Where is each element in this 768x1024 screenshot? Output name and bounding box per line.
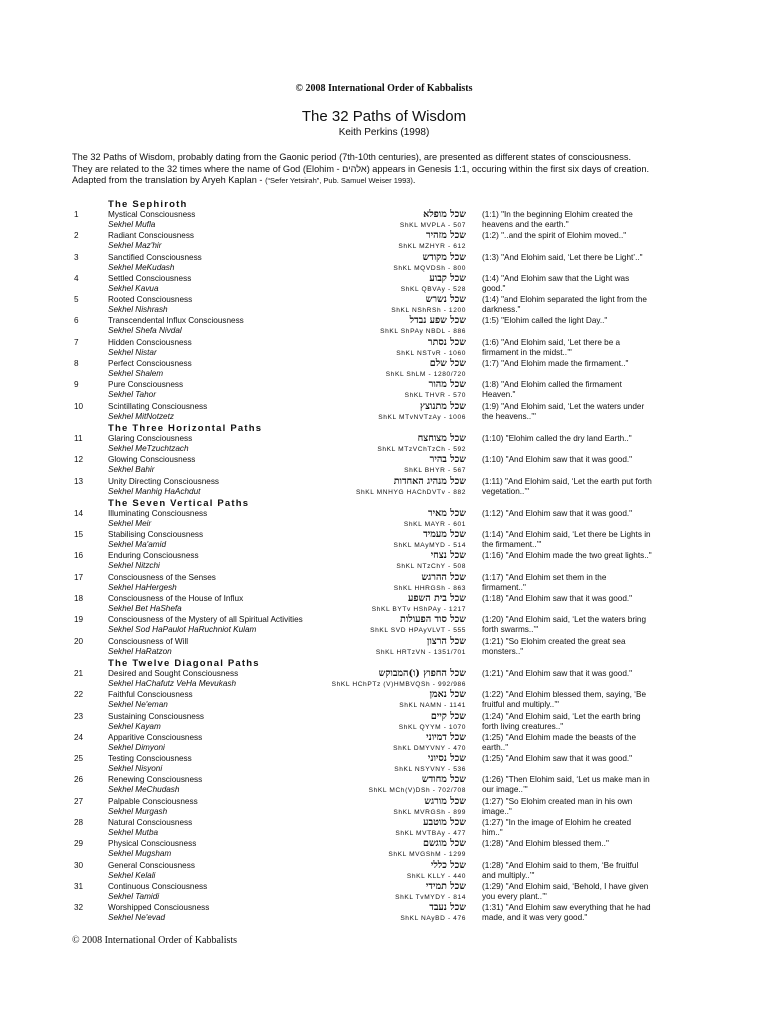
path-english-name: Glowing Consciousness <box>108 455 196 465</box>
path-sekhel-name: Sekhel Meir <box>108 518 152 528</box>
path-genesis-reference: (1:25) "And Elohim made the beasts of the earth.." <box>482 732 637 752</box>
path-number: 32 <box>74 903 84 913</box>
path-row <box>0 669 768 690</box>
path-transliteration: ShKL DMYVNY - 470 <box>393 744 466 752</box>
path-genesis-reference: (1:11) "And Elohim said, ‘Let the earth put forth vegetation..’" <box>482 476 652 496</box>
path-row <box>0 434 768 455</box>
path-genesis-reference: (1:21) "So Elohim created the great sea monsters.." <box>482 636 626 656</box>
path-sekhel-name: Sekhel Nisyoni <box>108 764 163 774</box>
path-transliteration: ShKL MQVDSh - 800 <box>393 264 466 272</box>
path-sekhel-name: Sekhel MitNotzetz <box>108 411 174 421</box>
path-english-name: Perfect Consciousness <box>108 359 192 369</box>
path-hebrew-name: שכל מאיר <box>427 507 466 519</box>
path-row <box>0 509 768 530</box>
path-transliteration: ShKL HRTzVN - 1351/701 <box>375 648 466 656</box>
path-hebrew-name: שכל בית השפע <box>407 593 466 605</box>
path-sekhel-name: Sekhel MeTzuchtzach <box>108 443 189 453</box>
path-transliteration: ShKL NAMN - 1141 <box>399 702 466 710</box>
path-transliteration: ShKL HChPTz (V)HMBVQSh - 992/986 <box>331 680 466 688</box>
path-english-name: Pure Consciousness <box>108 380 184 390</box>
path-english-name: Consciousness of the Senses <box>108 572 216 582</box>
path-english-name: Natural Consciousness <box>108 818 193 828</box>
path-number: 11 <box>74 433 83 443</box>
path-transliteration: ShKL NSTvR - 1060 <box>396 349 466 357</box>
path-sekhel-name: Sekhel MeKudash <box>108 262 175 272</box>
path-english-name: Hidden Consciousness <box>108 337 192 347</box>
path-hebrew-name: שכל נאמן <box>429 689 466 701</box>
path-genesis-reference: (1:9) "And Elohim said, ‘Let the waters under the heavens..’" <box>482 401 645 421</box>
path-english-name: Continuous Consciousness <box>108 881 208 891</box>
path-hebrew-name: שכל הרצון <box>426 635 466 647</box>
path-hebrew-name: שכל מוטבע <box>423 817 466 829</box>
path-row <box>0 551 768 572</box>
path-genesis-reference: (1:18) "And Elohim saw that it was good." <box>482 594 633 604</box>
path-number: 3 <box>74 252 79 262</box>
path-genesis-reference: (1:1) "In the beginning Elohim created the heavens and the earth." <box>482 210 633 229</box>
path-english-name: Physical Consciousness <box>108 839 197 849</box>
path-sekhel-name: Sekhel HaRatzon <box>108 646 172 656</box>
path-sekhel-name: Sekhel HaChafutz VeHa Mevukash <box>108 678 237 688</box>
path-hebrew-name: שכל מנהיג האחדות <box>393 475 466 487</box>
path-row <box>0 712 768 733</box>
path-transliteration: ShKL MVGShM - 1299 <box>388 851 466 859</box>
path-english-name: Mystical Consciousness <box>108 210 196 219</box>
path-genesis-reference: (1:10) "And Elohim saw that it was good." <box>482 455 633 465</box>
path-hebrew-name: שכל כללי <box>430 859 466 871</box>
path-row <box>0 839 768 860</box>
path-transliteration: ShKL QYYM - 1070 <box>398 723 466 731</box>
path-number: 7 <box>74 337 79 347</box>
path-number: 19 <box>74 615 84 625</box>
path-sekhel-name: Sekhel Tamidi <box>108 891 160 901</box>
path-row <box>0 733 768 754</box>
path-transliteration: ShKL BYTv HShPAy - 1217 <box>371 606 466 614</box>
path-sekhel-name: Sekhel Nitzchi <box>108 561 160 571</box>
path-transliteration: ShKL NAyBD - 476 <box>400 915 466 923</box>
path-transliteration: ShKL MTvNVTzAy - 1006 <box>378 413 466 421</box>
path-transliteration: ShKL TvMYDY - 814 <box>395 893 466 901</box>
path-number: 5 <box>74 295 79 305</box>
path-row <box>0 274 768 295</box>
path-genesis-reference: (1:24) "And Elohim said, ‘Let the earth bring forth living creatures.." <box>482 711 641 731</box>
path-english-name: Consciousness of Will <box>108 636 189 646</box>
path-transliteration: ShKL NSYVNY - 536 <box>394 766 466 774</box>
path-english-name: Rooted Consciousness <box>108 295 193 305</box>
path-english-name: Apparitive Consciousness <box>108 732 203 742</box>
path-genesis-reference: (1:8) "And Elohim called the firmament Heaven." <box>482 380 622 400</box>
path-genesis-reference: (1:4) "and Elohim separated the light from the darkness." <box>482 295 647 315</box>
path-number: 22 <box>74 690 84 700</box>
path-row <box>0 573 768 594</box>
path-transliteration: ShKL MAyMYD - 514 <box>393 542 466 550</box>
path-number: 24 <box>74 732 84 742</box>
path-number: 8 <box>74 359 79 369</box>
path-number: 31 <box>74 881 84 891</box>
path-row <box>0 380 768 401</box>
path-row <box>0 615 768 636</box>
path-number: 15 <box>74 530 84 540</box>
path-row <box>0 903 768 924</box>
path-genesis-reference: (1:10) "Elohim called the dry land Earth.." <box>482 433 632 443</box>
path-genesis-reference: (1:28) "And Elohim blessed them.." <box>482 839 609 849</box>
path-english-name: Desired and Sought Consciousness <box>108 668 239 678</box>
path-row <box>0 455 768 476</box>
path-hebrew-name: שכל נצחי <box>430 550 466 562</box>
path-number: 14 <box>74 508 84 518</box>
path-sekhel-name: Sekhel Ma'amid <box>108 540 166 550</box>
path-row <box>0 338 768 359</box>
copyright-bottom: © 2008 International Order of Kabbalists <box>72 935 238 946</box>
path-number: 21 <box>74 668 84 678</box>
section-heading <box>0 423 768 434</box>
page-title: The 32 Paths of Wisdom <box>301 108 467 125</box>
path-transliteration: ShKL HHRGSh - 863 <box>393 584 466 592</box>
path-transliteration: ShKL MVTBAy - 477 <box>395 830 466 838</box>
path-english-name: Testing Consciousness <box>108 754 192 764</box>
path-genesis-reference: (1:17) "And Elohim set them in the firmament.." <box>482 572 607 592</box>
path-english-name: Illuminating Consciousness <box>108 508 208 518</box>
path-genesis-reference: (1:14) "And Elohim said, ‘Let there be Lights in the firmament..’" <box>482 530 651 550</box>
path-sekhel-name: Sekhel Shalem <box>108 369 164 379</box>
path-english-name: Scintillating Consciousness <box>108 401 208 411</box>
path-sekhel-name: Sekhel Tahor <box>108 390 156 400</box>
copyright-top: © 2008 International Order of Kabbalists <box>295 83 473 94</box>
path-sekhel-name: Sekhel Dimyoni <box>108 742 165 752</box>
path-number: 1 <box>74 210 79 219</box>
path-english-name: Transcendental Influx Consciousness <box>108 316 244 326</box>
path-english-name: Sanctified Consciousness <box>108 252 202 262</box>
path-number: 23 <box>74 711 84 721</box>
path-hebrew-name: שכל מתנוצץ <box>420 400 466 412</box>
path-transliteration: ShKL MAYR - 601 <box>403 520 466 528</box>
path-number: 26 <box>74 775 84 785</box>
path-row <box>0 253 768 274</box>
path-row <box>0 754 768 775</box>
path-genesis-reference: (1:28) "And Elohim said to them, ‘Be fruitful and multiply..’" <box>482 860 639 880</box>
path-sekhel-name: Sekhel Bahir <box>108 465 155 475</box>
path-genesis-reference: (1:2) "..and the spirit of Elohim moved.." <box>482 231 627 241</box>
path-hebrew-name: שכל מוגשם <box>423 838 466 850</box>
path-hebrew-name: שכל קבוע <box>429 272 466 284</box>
path-english-name: Radiant Consciousness <box>108 231 195 241</box>
intro-citation: (“Sefer Yetsirah”, Pub. Samuel Weiser 1993) <box>265 176 413 185</box>
path-hebrew-name: שכל מזהיר <box>425 230 466 242</box>
path-row <box>0 594 768 615</box>
path-english-name: General Consciousness <box>108 860 195 870</box>
path-genesis-reference: (1:31) "And Elohim saw everything that he had made, and it was very good." <box>482 903 651 923</box>
path-sekhel-name: Sekhel Kayam <box>108 721 161 731</box>
path-genesis-reference: (1:27) "So Elohim created man in his own image.." <box>482 796 633 816</box>
intro-end: . <box>412 175 416 185</box>
path-transliteration: ShKL MCh(V)DSh - 702/708 <box>368 787 466 795</box>
path-number: 29 <box>74 839 84 849</box>
path-row <box>0 775 768 796</box>
path-sekhel-name: Sekhel Kavua <box>108 283 159 293</box>
path-genesis-reference: (1:3) "And Elohim said, ‘Let there be Light’.." <box>482 252 643 262</box>
path-row <box>0 530 768 551</box>
path-sekhel-name: Sekhel Kelali <box>108 870 156 880</box>
path-english-name: Glaring Consciousness <box>108 433 193 443</box>
path-genesis-reference: (1:5) "Elohim called the light Day.." <box>482 316 608 326</box>
path-number: 28 <box>74 818 84 828</box>
path-hebrew-name: שכל ההרגש <box>421 571 466 583</box>
path-genesis-reference: (1:22) "And Elohim blessed them, saying, ‘Be fruitful and multiply..’" <box>482 690 647 710</box>
path-english-name: Faithful Consciousness <box>108 690 193 700</box>
path-hebrew-name: שכל נשרש <box>425 294 466 306</box>
path-genesis-reference: (1:27) "In the image of Elohim he created him.." <box>482 818 631 838</box>
path-hebrew-name: שכל מורגש <box>424 795 466 807</box>
section-heading <box>0 498 768 509</box>
path-row <box>0 882 768 903</box>
section-title: The Twelve Diagonal Paths <box>108 657 260 669</box>
intro-paragraph <box>72 152 652 187</box>
path-transliteration: ShKL ShLM - 1280/720 <box>385 371 466 379</box>
section-title: The Sephiroth <box>108 199 188 210</box>
path-transliteration: ShKL MTzVChTzCh - 592 <box>377 445 466 453</box>
path-transliteration: ShKL SVD HPAyVLVT - 555 <box>370 627 466 635</box>
path-sekhel-name: Sekhel Mutba <box>108 828 159 838</box>
path-sekhel-name: Sekhel MeChudash <box>108 785 180 795</box>
path-row <box>0 231 768 252</box>
path-number: 16 <box>74 551 84 561</box>
path-genesis-reference: (1:7) "And Elohim made the firmament.." <box>482 359 629 369</box>
path-row <box>0 818 768 839</box>
path-sekhel-name: Sekhel Nistar <box>108 347 157 357</box>
path-sekhel-name: Sekhel Mugsham <box>108 849 172 859</box>
path-sekhel-name: Sekhel Murgash <box>108 806 168 816</box>
path-genesis-reference: (1:6) "And Elohim said, ‘Let there be a firmament in the midst..’" <box>482 337 621 357</box>
path-hebrew-name: שכל מופלא <box>423 209 466 220</box>
path-sekhel-name: Sekhel HaHergesh <box>108 582 177 592</box>
path-sekhel-name: Sekhel Mufla <box>108 220 156 229</box>
path-hebrew-name: שכל מצוחצח <box>417 432 466 444</box>
path-english-name: Enduring Consciousness <box>108 551 199 561</box>
path-hebrew-name: שכל בהיר <box>429 454 466 466</box>
path-number: 25 <box>74 754 84 764</box>
path-number: 30 <box>74 860 84 870</box>
path-row <box>0 690 768 711</box>
path-row <box>0 359 768 380</box>
path-genesis-reference: (1:25) "And Elohim saw that it was good." <box>482 754 633 764</box>
path-row <box>0 295 768 316</box>
path-hebrew-name: שכל שפע נבדל <box>409 315 466 327</box>
path-hebrew-name: שכל מקודש <box>422 251 466 263</box>
path-transliteration: ShKL MVPLA - 507 <box>399 222 466 229</box>
path-number: 27 <box>74 796 84 806</box>
path-sekhel-name: Sekhel Shefa Nivdal <box>108 326 182 336</box>
path-english-name: Consciousness of the House of Influx <box>108 594 244 604</box>
path-english-name: Sustaining Consciousness <box>108 711 205 721</box>
path-sekhel-name: Sekhel Manhig HaAchdut <box>108 486 201 496</box>
path-hebrew-name: שכל שלם <box>429 358 466 370</box>
path-english-name: Settled Consciousness <box>108 273 192 283</box>
path-number: 13 <box>74 476 84 486</box>
path-row <box>0 861 768 882</box>
path-sekhel-name: Sekhel Maz'hir <box>108 241 162 251</box>
path-sekhel-name: Sekhel Bet HaShefa <box>108 604 182 614</box>
path-english-name: Unity Directing Consciousness <box>108 476 220 486</box>
section-title: The Three Horizontal Paths <box>108 422 263 434</box>
path-hebrew-name: שכל קיים <box>430 710 466 722</box>
path-genesis-reference: (1:21) "And Elohim saw that it was good." <box>482 668 633 678</box>
path-english-name: Consciousness of the Mystery of all Spiritual Activities <box>108 615 303 625</box>
path-transliteration: ShKL BHYR - 567 <box>404 467 466 475</box>
path-hebrew-name: שכל מהור <box>428 379 466 391</box>
path-number: 4 <box>74 273 79 283</box>
path-hebrew-name: שכל נסיוני <box>427 753 466 765</box>
path-sekhel-name: Sekhel Ne'evad <box>108 913 166 923</box>
path-transliteration: ShKL MVRGSh - 899 <box>393 808 466 816</box>
section-title: The Seven Vertical Paths <box>108 497 250 509</box>
path-number: 18 <box>74 594 84 604</box>
path-hebrew-name: שכל החפוץ (ו)המבוקש <box>378 667 466 679</box>
path-genesis-reference: (1:29) "And Elohim said, ‘Behold, I have given you every plant..’" <box>482 881 649 901</box>
path-row <box>0 477 768 498</box>
path-transliteration: ShKL MNHYG HAChDVTv - 882 <box>355 488 466 496</box>
path-english-name: Renewing Consciousness <box>108 775 203 785</box>
path-number: 6 <box>74 316 79 326</box>
path-transliteration: ShKL MZHYR - 612 <box>398 243 466 251</box>
path-hebrew-name: שכל נסתר <box>427 336 466 348</box>
path-genesis-reference: (1:20) "And Elohim said, ‘Let the waters bring forth swarms..’" <box>482 615 647 635</box>
path-hebrew-name: שכל נעבד <box>429 902 466 914</box>
path-number: 12 <box>74 455 84 465</box>
path-sekhel-name: Sekhel Sod HaPaulot HaRuchniot Kulam <box>108 625 257 635</box>
path-row <box>0 316 768 337</box>
path-number: 10 <box>74 401 84 411</box>
path-sekhel-name: Sekhel Nishrash <box>108 305 168 315</box>
path-row <box>0 797 768 818</box>
path-row <box>0 210 768 231</box>
path-row <box>0 637 768 658</box>
path-sekhel-name: Sekhel Ne'eman <box>108 700 168 710</box>
path-hebrew-name: שכל תמידי <box>425 880 466 892</box>
path-genesis-reference: (1:4) "And Elohim saw that the Light was good." <box>482 273 630 293</box>
path-english-name: Stabilising Consciousness <box>108 530 204 540</box>
path-english-name: Palpable Consciousness <box>108 796 198 806</box>
path-hebrew-name: שכל דמיוני <box>426 731 466 743</box>
path-number: 20 <box>74 636 84 646</box>
path-transliteration: ShKL ShPAy NBDL - 886 <box>380 328 466 336</box>
path-transliteration: ShKL KLLY - 440 <box>406 872 466 880</box>
intro-text: The 32 Paths of Wisdom, probably dating from the Gaonic period (7th-10th centuries), are presented as different states of consciousness. They are related to the 32 times where the name of God (Elohim - אלהים) appears in Genesis 1:1, occuring within the first six days of creation. Adapted from the translation by Aryeh Kaplan - <box>72 152 650 185</box>
path-genesis-reference: (1:16) "And Elohim made the two great lights.." <box>482 551 652 561</box>
path-genesis-reference: (1:26) "Then Elohim said, ‘Let us make man in our image..’" <box>482 775 650 795</box>
path-transliteration: ShKL NTzChY - 508 <box>396 563 466 571</box>
path-transliteration: ShKL QBVAy - 528 <box>400 285 466 293</box>
section-heading <box>0 199 768 210</box>
path-transliteration: ShKL NShRSh - 1200 <box>391 307 466 315</box>
path-number: 17 <box>74 572 84 582</box>
path-hebrew-name: שכל מעמיד <box>423 529 466 541</box>
path-number: 9 <box>74 380 79 390</box>
path-transliteration: ShKL THVR - 570 <box>404 392 466 400</box>
path-genesis-reference: (1:12) "And Elohim saw that it was good." <box>482 508 633 518</box>
paths-list <box>0 199 768 925</box>
author: Keith Perkins (1998) <box>338 127 430 138</box>
path-english-name: Worshipped Consciousness <box>108 903 210 913</box>
path-hebrew-name: שכל סוד הפעולות <box>400 614 466 626</box>
path-row <box>0 402 768 423</box>
path-number: 2 <box>74 231 79 241</box>
path-hebrew-name: שכל מחודש <box>421 774 466 786</box>
